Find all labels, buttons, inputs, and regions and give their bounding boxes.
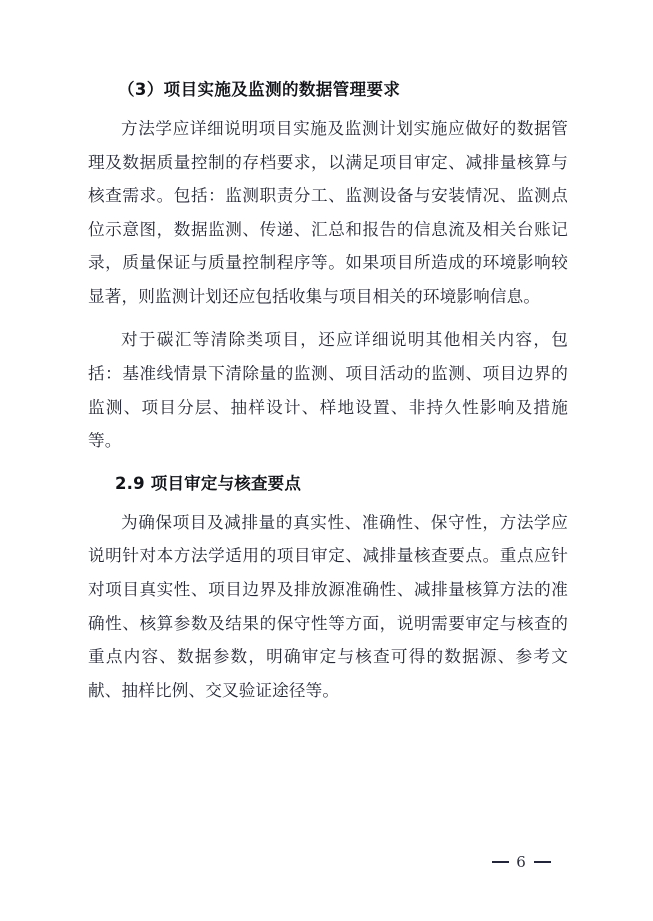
paragraph-validation-verification: 为确保项目及减排量的真实性、准确性、保守性，方法学应说明针对本方法学适用的项目审定、减排量核查要点。重点应针对项目真实性、项目边界及排放源准确性、减排量核算方法的准确性、核算参数及结果的保守性等方面，说明需要审定与核查的重点内容、数据参数，明确审定与核查可得的数据源、参考文献、抽样比例、交叉验证途径等。 bbox=[88, 512, 568, 700]
footer-dash-left-icon bbox=[492, 861, 509, 863]
section-heading-2-9: 2.9 项目审定与核查要点 bbox=[115, 473, 302, 493]
footer-dash-right-icon bbox=[534, 861, 551, 863]
page-content-area bbox=[88, 78, 568, 707]
spacer bbox=[88, 102, 568, 112]
section-heading-3: （3）项目实施及监测的数据管理要求 bbox=[118, 80, 401, 99]
spacer bbox=[88, 313, 568, 323]
page-footer bbox=[0, 852, 653, 870]
page-number-group bbox=[485, 852, 558, 870]
paragraph-data-management: 方法学应详细说明项目实施及监测计划实施应做好的数据管理及数据质量控制的存档要求，以满足项目审定、减排量核算与核查需求。包括：监测职责分工、监测设备与安装情况、监测点位示意图，数据监测、传递、汇总和报告的信息流及相关台账记录，质量保证与质量控制程序等。如果项目所造成的环境影响较显著，则监测计划还应包括收集与项目相关的环境影响信息。 bbox=[88, 118, 568, 306]
spacer bbox=[88, 496, 568, 506]
spacer bbox=[88, 458, 568, 472]
page-number: 6 bbox=[516, 852, 527, 871]
paragraph-carbon-sink-removal: 对于碳汇等清除类项目，还应详细说明其他相关内容，包括：基准线情景下清除量的监测、项目活动的监测、项目边界的监测、项目分层、抽样设计、样地设置、非持久性影响及措施等。 bbox=[88, 330, 568, 451]
